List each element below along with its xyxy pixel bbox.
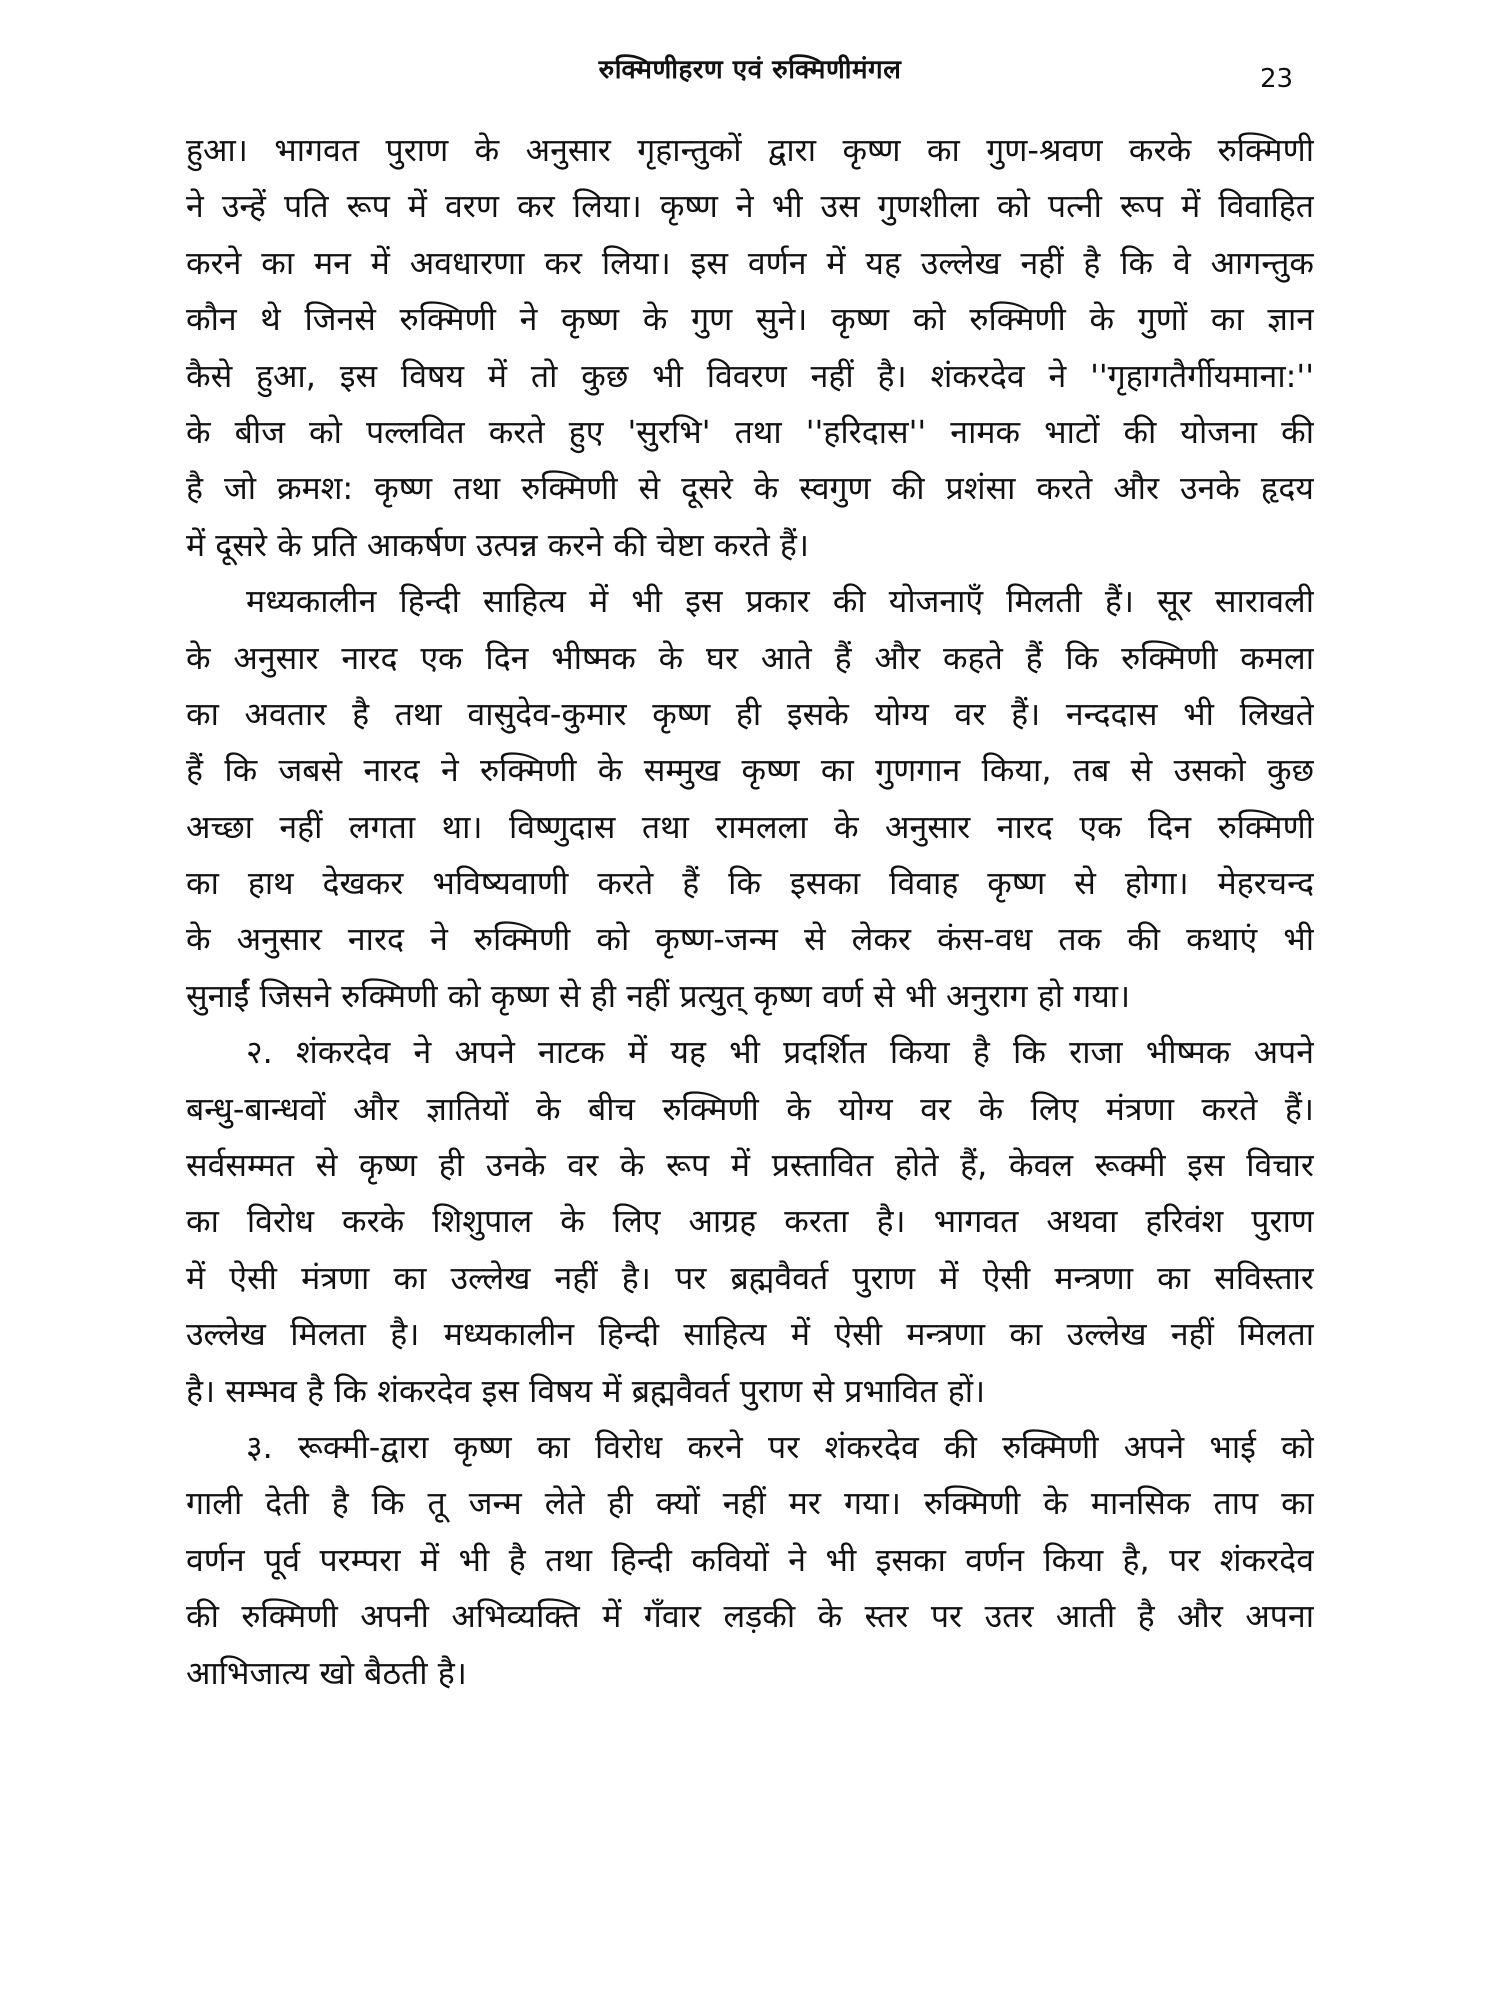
text-line: ने उन्हें पति रूप में वरण कर लिया। कृष्ण ने भी उस गुणशीला को पत्नी रूप में विवाहित (186, 187, 1314, 226)
text-line: हुआ। भागवत पुराण के अनुसार गृहान्तुकों द्वारा कृष्ण का गुण-श्रवण करके रुक्मिणी (186, 131, 1314, 169)
text-line: में दूसरे के प्रति आकर्षण उत्पन्न करने की चेष्टा करते हैं। (186, 525, 810, 564)
text-line: बन्धु-बान्धवों और ज्ञातियों के बीच रुक्मिणी के योग्य वर के लिए मंत्रणा करते हैं। (186, 1089, 1314, 1128)
running-header: रुक्मिणीहरण एवं रुक्मिणीमंगल (598, 55, 902, 85)
text-line: गाली देती है कि तू जन्म लेते ही क्यों नहीं मर गया। रुक्मिणी के मानसिक ताप का (186, 1484, 1314, 1523)
text-line: की रुक्मिणी अपनी अभिव्यक्ति में गँवार लड़की के स्तर पर उतर आती है और अपना (186, 1597, 1314, 1636)
text-line: का अवतार है तथा वासुदेव-कुमार कृष्ण ही इसके योग्य वर हैं। नन्ददास भी लिखते (186, 694, 1314, 733)
text-line: है जो क्रमश: कृष्ण तथा रुक्मिणी से दूसरे के स्वगुण की प्रशंसा करते और उनके हृदय (186, 469, 1314, 508)
text-line: करने का मन में अवधारणा कर लिया। इस वर्णन में यह उल्लेख नहीं है कि वे आगन्तुक (186, 243, 1314, 282)
text-line: मध्यकालीन हिन्दी साहित्य में भी इस प्रकार की योजनाएँ मिलती हैं। सूर सारावली (246, 582, 1314, 621)
text-line: के अनुसार नारद एक दिन भीष्मक के घर आते हैं और कहते हैं कि रुक्मिणी कमला (186, 638, 1314, 677)
text-line: का विरोध करके शिशुपाल के लिए आग्रह करता है। भागवत अथवा हरिवंश पुराण (186, 1202, 1314, 1241)
text-line: अच्छा नहीं लगता था। विष्णुदास तथा रामलला के अनुसार नारद एक दिन रुक्मिणी (186, 807, 1314, 846)
page-number: 23 (1260, 64, 1294, 94)
text-line: कौन थे जिनसे रुक्मिणी ने कृष्ण के गुण सुने। कृष्ण को रुक्मिणी के गुणों का ज्ञान (186, 300, 1314, 339)
text-line: २. शंकरदेव ने अपने नाटक में यह भी प्रदर्शित किया है कि राजा भीष्मक अपने (246, 1033, 1314, 1072)
text-line: का हाथ देखकर भविष्यवाणी करते हैं कि इसका विवाह कृष्ण से होगा। मेहरचन्द (186, 864, 1314, 903)
text-line: है। सम्भव है कि शंकरदेव इस विषय में ब्रह्मवैवर्त पुराण से प्रभावित हों। (186, 1371, 986, 1410)
text-line: सुनाईं जिसने रुक्मिणी को कृष्ण से ही नहीं प्रत्युत् कृष्ण वर्ण से भी अनुराग हो गया। (186, 976, 1131, 1015)
text-line: हैं कि जबसे नारद ने रुक्मिणी के सम्मुख कृष्ण का गुणगान किया, तब से उसको कुछ (186, 751, 1314, 790)
text-line: कैसे हुआ, इस विषय में तो कुछ भी विवरण नहीं है। शंकरदेव ने ''गृहागतैर्गीयमाना:'' (186, 356, 1314, 395)
text-line: आभिजात्य खो बैठती है। (186, 1653, 467, 1692)
text-line: में ऐसी मंत्रणा का उल्लेख नहीं है। पर ब्रह्मवैवर्त पुराण में ऐसी मन्त्रणा का सविस्तार (186, 1258, 1314, 1297)
text-line: सर्वसम्मत से कृष्ण ही उनके वर के रूप में प्रस्तावित होते हैं, केवल रूक्मी इस विचार (186, 1146, 1314, 1185)
text-line: ३. रूक्मी-द्वारा कृष्ण का विरोध करने पर शंकरदेव की रुक्मिणी अपने भाई को (246, 1427, 1314, 1466)
text-line: के बीज को पल्लवित करते हुए 'सुरभि' तथा ''हरिदास'' नामक भाटों की योजना की (186, 412, 1314, 451)
text-line: के अनुसार नारद ने रुक्मिणी को कृष्ण-जन्म से लेकर कंस-वध तक की कथाएं भी (186, 920, 1314, 959)
text-line: वर्णन पूर्व परम्परा में भी है तथा हिन्दी कवियों ने भी इसका वर्णन किया है, पर शंकरदेव (186, 1540, 1314, 1579)
body-text (186, 122, 1314, 1701)
text-line: उल्लेख मिलता है। मध्यकालीन हिन्दी साहित्य में ऐसी मन्त्रणा का उल्लेख नहीं मिलता (186, 1315, 1314, 1354)
